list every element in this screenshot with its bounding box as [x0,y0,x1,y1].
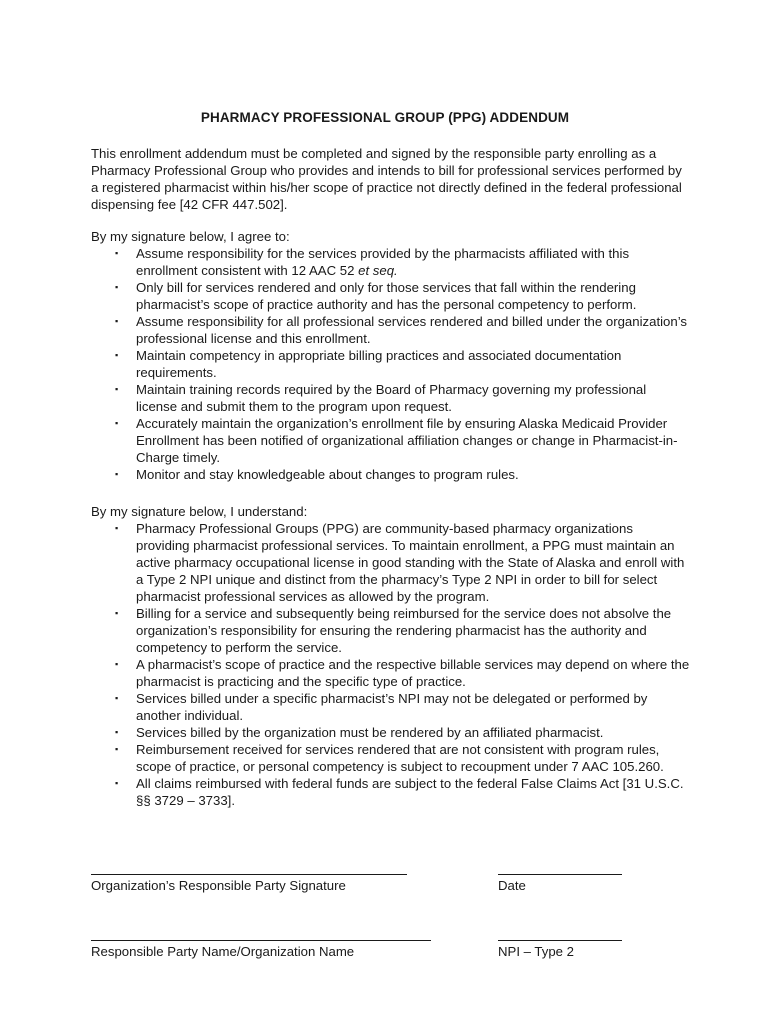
bullet-icon: ▪ [115,384,119,394]
date-line[interactable] [498,874,622,875]
list-item [115,466,690,483]
list-item-text: Services billed under a specific pharmacist’s NPI may not be delegated or performed by another individual. [136,691,648,723]
list-item [115,656,690,690]
list-item [115,313,690,347]
bullet-icon: ▪ [115,778,119,788]
agree-list [115,245,690,483]
bullet-icon: ▪ [115,744,119,754]
list-item [115,245,690,279]
document-title: PHARMACY PROFESSIONAL GROUP (PPG) ADDENDUM [200,110,570,125]
bullet-icon: ▪ [115,248,119,258]
list-item [115,724,690,741]
name-line[interactable] [91,940,431,941]
bullet-icon: ▪ [115,350,119,360]
list-item-text: Assume responsibility for the services provided by the pharmacists affiliated with this enrollment consistent with 12 AAC 52 [136,246,630,278]
bullet-icon: ▪ [115,469,119,479]
list-item [115,775,690,809]
list-item [115,415,690,466]
list-item [115,741,690,775]
list-item-emphasis: et seq. [358,263,398,278]
intro-paragraph: This enrollment addendum must be completed and signed by the responsible party enrolling as a Pharmacy Professional Group who provides and intends to bill for professional services performed by a registered pharmacist within his/her scope of practice not directly defined in the federal professional dispensing fee [42 CFR 447.502]. [91,146,682,212]
list-item-text: Billing for a service and subsequently being reimbursed for the service does not absolve the organization’s responsibility for ensuring the rendering pharmacist has the authority and competency to perform the service. [136,606,672,655]
signature-line[interactable] [91,874,407,875]
bullet-icon: ▪ [115,316,119,326]
list-item [115,279,690,313]
list-item-text: All claims reimbursed with federal funds are subject to the federal False Claims Act [31 U.S.C. §§ 3729 – 3733]. [136,776,684,808]
bullet-icon: ▪ [115,727,119,737]
bullet-icon: ▪ [115,608,119,618]
bullet-icon: ▪ [115,659,119,669]
name-label: Responsible Party Name/Organization Name [91,944,355,959]
bullet-icon: ▪ [115,282,119,292]
bullet-icon: ▪ [115,693,119,703]
understand-lead: By my signature below, I understand: [91,504,308,519]
list-item-text: Maintain training records required by the Board of Pharmacy governing my professional license and submit them to the program upon request. [136,382,647,414]
bullet-icon: ▪ [115,418,119,428]
list-item-text: Maintain competency in appropriate billing practices and associated documentation requirements. [136,348,622,380]
list-item [115,347,690,381]
list-item-text: Reimbursement received for services rendered that are not consistent with program rules, scope of practice, or personal competency is subject to recoupment under 7 AAC 105.260. [136,742,664,774]
list-item [115,690,690,724]
signature-label: Organization’s Responsible Party Signature [91,878,346,893]
list-item [115,381,690,415]
list-item [115,605,690,656]
list-item-text: Assume responsibility for all professional services rendered and billed under the organization’s professional license and this enrollment. [136,314,688,346]
list-item-text: Services billed by the organization must be rendered by an affiliated pharmacist. [136,725,604,740]
list-item [115,520,690,605]
understand-list [115,520,690,809]
list-item-text: Accurately maintain the organization’s enrollment file by ensuring Alaska Medicaid Provider Enrollment has been notified of organizational affiliation changes or change in Pharmacist-in-Charge timely. [136,416,678,465]
list-item-text: A pharmacist’s scope of practice and the respective billable services may depend on where the pharmacist is practicing and the specific type of practice. [136,657,690,689]
agree-lead: By my signature below, I agree to: [91,229,290,244]
npi-label: NPI – Type 2 [498,944,574,959]
list-item-text: Pharmacy Professional Groups (PPG) are community-based pharmacy organizations providing pharmacist professional services. To maintain enrollment, a PPG must maintain an active pharmacy occupational license in good standing with the State of Alaska and enroll with a Type 2 NPI unique and distinct from the pharmacy’s Type 2 NPI in order to bill for select pharmacist professional services as allowed by the program. [136,521,685,604]
date-label: Date [498,878,526,893]
bullet-icon: ▪ [115,523,119,533]
npi-line[interactable] [498,940,622,941]
list-item-text: Only bill for services rendered and only for those services that fall within the rendering pharmacist’s scope of practice authority and has the personal competency to perform. [136,280,637,312]
list-item-text: Monitor and stay knowledgeable about changes to program rules. [136,467,519,482]
